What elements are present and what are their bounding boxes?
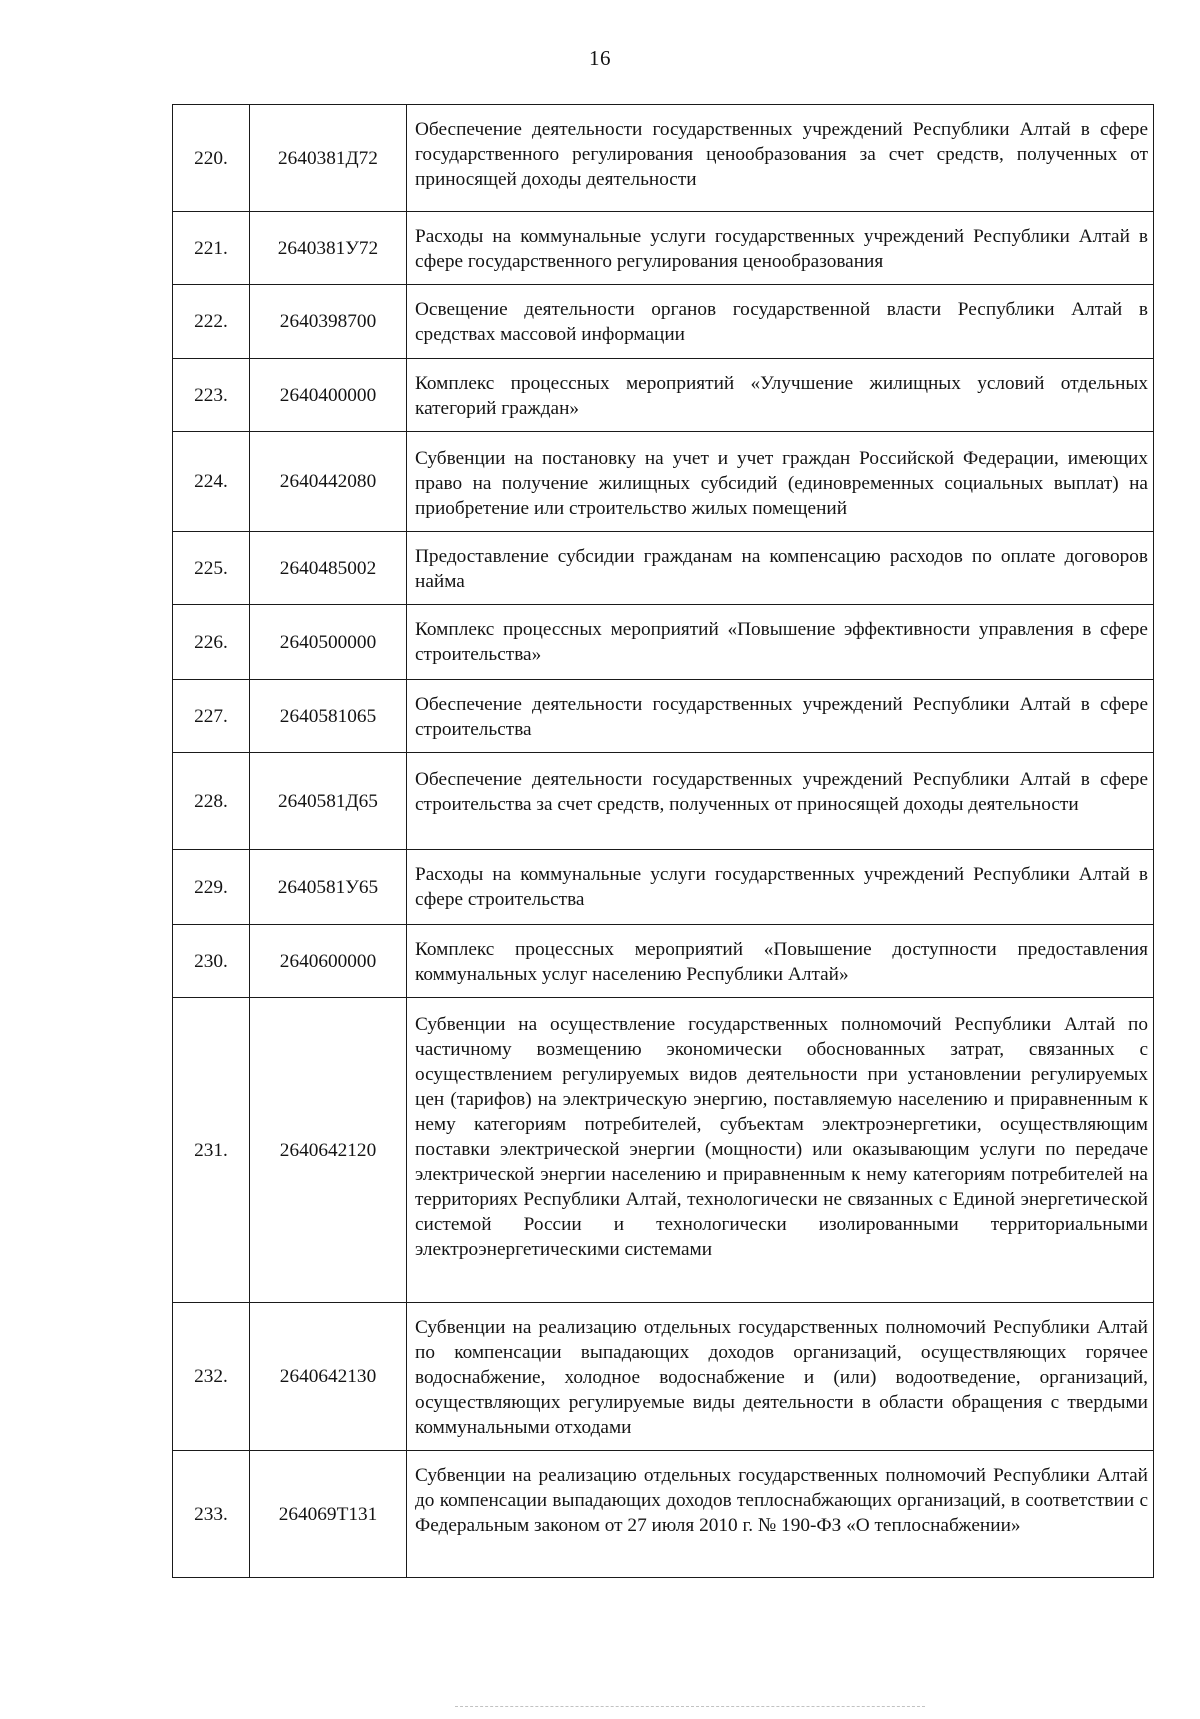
table-row: [173, 285, 1154, 359]
item-description: Расходы на коммунальные услуги государственных учреждений Республики Алтай в сфере государственного регулирования ценообразования: [407, 212, 1154, 285]
table-row: [173, 850, 1154, 925]
table-row: [173, 680, 1154, 753]
table-row: [173, 998, 1154, 1303]
target-code: 2640381У72: [250, 212, 407, 285]
item-description: Обеспечение деятельности государственных учреждений Республики Алтай в сфере государственного регулирования ценообразования за счет средств, полученных от приносящей доходы деятельности: [407, 105, 1154, 212]
table-body: [173, 105, 1154, 1578]
row-number: 226.: [173, 605, 250, 680]
row-number: 223.: [173, 359, 250, 432]
budget-classification-table: [172, 104, 1154, 1578]
target-code: 2640485002: [250, 532, 407, 605]
row-number: 225.: [173, 532, 250, 605]
item-description: Субвенции на осуществление государственных полномочий Республики Алтай по частичному возмещению экономически обоснованных затрат, связанных с осуществлением регулируемых видов деятельности при установлении регулируемых цен (тарифов) на электрическую энергию, поставляемую населению и приравненным к нему категориям потребителей, субъектам электроэнергетики, осуществляющим поставки электрической энергии (мощности) или оказывающим услуги по передаче электрической энергии населению и приравненным к нему категориям потребителей на территориях Республики Алтай, технологически не связанных с Единой энергетической системой России и технологически изолированными территориальными электроэнергетическими системами: [407, 998, 1154, 1303]
row-number: 228.: [173, 753, 250, 850]
table-row: [173, 359, 1154, 432]
table-row: [173, 212, 1154, 285]
target-code: 2640381Д72: [250, 105, 407, 212]
row-number: 222.: [173, 285, 250, 359]
item-description: Освещение деятельности органов государственной власти Республики Алтай в средствах массовой информации: [407, 285, 1154, 359]
item-description: Обеспечение деятельности государственных учреждений Республики Алтай в сфере строительства: [407, 680, 1154, 753]
table-row: [173, 1303, 1154, 1451]
row-number: 232.: [173, 1303, 250, 1451]
row-number: 220.: [173, 105, 250, 212]
row-number: 233.: [173, 1451, 250, 1578]
target-code: 2640642120: [250, 998, 407, 1303]
item-description: Субвенции на реализацию отдельных государственных полномочий Республики Алтай по компенсации выпадающих доходов организаций, осуществляющих горячее водоснабжение, холодное водоснабжение и (или) водоотведение, организаций, осуществляющих регулируемые виды деятельности в области обращения с твердыми коммунальными отходами: [407, 1303, 1154, 1451]
target-code: 2640642130: [250, 1303, 407, 1451]
item-description: Обеспечение деятельности государственных учреждений Республики Алтай в сфере строительства за счет средств, полученных от приносящей доходы деятельности: [407, 753, 1154, 850]
row-number: 227.: [173, 680, 250, 753]
item-description: Субвенции на реализацию отдельных государственных полномочий Республики Алтай до компенсации выпадающих доходов теплоснабжающих организаций, в соответствии с Федеральным законом от 27 июля 2010 г. № 190-ФЗ «О теплоснабжении»: [407, 1451, 1154, 1578]
item-description: Расходы на коммунальные услуги государственных учреждений Республики Алтай в сфере строительства: [407, 850, 1154, 925]
target-code: 2640581065: [250, 680, 407, 753]
target-code: 2640581Д65: [250, 753, 407, 850]
table-row: [173, 532, 1154, 605]
item-description: Комплекс процессных мероприятий «Улучшение жилищных условий отдельных категорий граждан»: [407, 359, 1154, 432]
table-row: [173, 605, 1154, 680]
target-code: 2640398700: [250, 285, 407, 359]
table-row: [173, 1451, 1154, 1578]
target-code: 2640400000: [250, 359, 407, 432]
row-number: 230.: [173, 925, 250, 998]
target-code: 2640500000: [250, 605, 407, 680]
row-number: 221.: [173, 212, 250, 285]
target-code: 2640581У65: [250, 850, 407, 925]
table-row: [173, 105, 1154, 212]
row-number: 224.: [173, 432, 250, 532]
table-row: [173, 925, 1154, 998]
item-description: Комплекс процессных мероприятий «Повышение эффективности управления в сфере строительства»: [407, 605, 1154, 680]
row-number: 229.: [173, 850, 250, 925]
row-number: 231.: [173, 998, 250, 1303]
target-code: 2640442080: [250, 432, 407, 532]
table-row: [173, 432, 1154, 532]
page-number: 16: [589, 46, 611, 70]
scan-artifact-line: [455, 1706, 925, 1710]
item-description: Субвенции на постановку на учет и учет граждан Российской Федерации, имеющих право на получение жилищных субсидий (единовременных социальных выплат) на приобретение или строительство жилых помещений: [407, 432, 1154, 532]
target-code: 264069Т131: [250, 1451, 407, 1578]
table-row: [173, 753, 1154, 850]
item-description: Комплекс процессных мероприятий «Повышение доступности предоставления коммунальных услуг населению Республики Алтай»: [407, 925, 1154, 998]
target-code: 2640600000: [250, 925, 407, 998]
item-description: Предоставление субсидии гражданам на компенсацию расходов по оплате договоров найма: [407, 532, 1154, 605]
